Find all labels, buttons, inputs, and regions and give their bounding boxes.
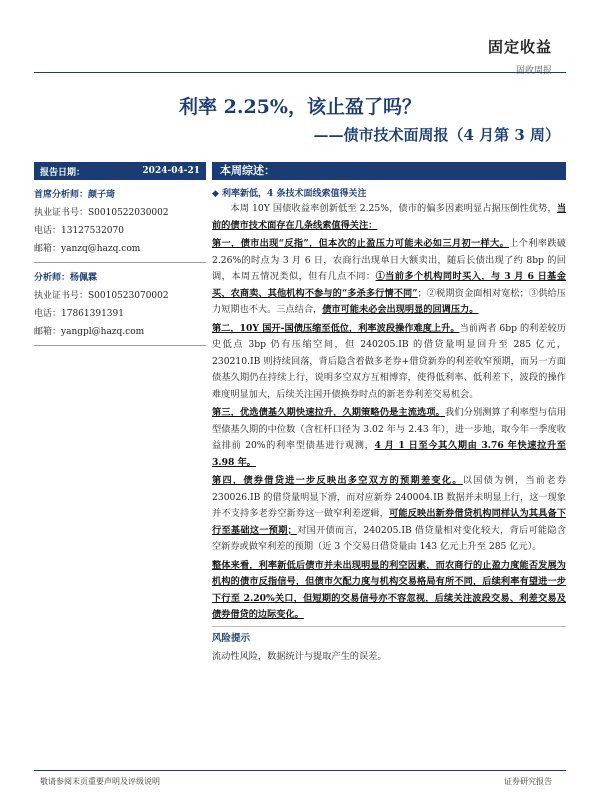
analyst-email: 邮箱：yangpl@hazq.com xyxy=(34,327,145,337)
intro-emphasis: 当前的债市技术面存在几条线索值得关注： xyxy=(212,203,566,231)
point-four-text-2: 对国开债而言，240205.IB 借贷量相对变化较大，背后可能隐含空新券或做窄利差的预期（近 3 个交易日借贷量由 143 亿元上升至 285 亿元）。 xyxy=(212,524,567,552)
point-one-emphasis: ①当前多个机构同时买入，与 3 月 6 日基金买、农商卖、其他机构不参与的“多杀多行情不同” xyxy=(212,271,566,299)
report-title: 利率 2.25%，该止盈了吗？ xyxy=(179,96,421,118)
risk-title: 风险提示 xyxy=(212,626,566,644)
analyst-cert: 执业证书号：S0010523070002 xyxy=(34,291,169,301)
point-one-text: 上个利率跌破 2.26%的时点为 3 月 6 日，农商行出现单日大额卖出，随后长债出现了约 8bp 的回调，本周五情况类似，但有几点不同： xyxy=(212,238,566,282)
summary-bullet: ◆ 利率新低，4 条技术面线索值得关注 xyxy=(212,189,367,199)
analyst-phone: 电话：13127532070 xyxy=(34,226,124,236)
report-header xyxy=(488,36,552,76)
report-subtitle: ——债市技术面周报（4 月第 3 周） xyxy=(313,126,560,144)
report-date-value: 2024-04-21 xyxy=(142,166,200,176)
point-one-heading: 第一，债市出现“反指”，但本次的止盈压力可能未必如三月初一样大。 xyxy=(212,238,510,249)
header-divider xyxy=(34,72,566,73)
point-four-paragraph xyxy=(212,473,566,556)
point-one-text-2: ；②税期资金面相对宽松；③供给压力短期也不大。三点结合， xyxy=(212,287,566,315)
intro-text: 本周 10Y 国债收益率创新低至 2.25%，债市的偏多因素明显占据压倒性优势， xyxy=(230,203,557,214)
conclusion-paragraph: 整体来看，利率新低后债市并未出现明显的利空因素，而农商行的止盈力度能否发展为机构的债市反指信号，但债市欠配力度与机构交易格局有所不同，后续利率有望进一步下行至 2.20%关口，但短期的交易信号亦不容忽视，后续关注波段交易、利差交易及债券借贷的边际变化。 xyxy=(212,559,566,620)
point-three-emphasis: 4 月 1 日至今其久期由 3.76 年快速拉升至 3.98 年。 xyxy=(212,440,566,468)
main-content xyxy=(212,162,566,662)
sidebar xyxy=(34,162,206,346)
section-title: 本周综述： xyxy=(212,162,566,180)
point-one-paragraph xyxy=(212,236,566,319)
analyst-block xyxy=(34,187,206,254)
point-two-paragraph xyxy=(212,321,566,404)
point-four-emphasis: 可能反映出新券借贷机构同样认为其具备下行至基础这一预期； xyxy=(212,508,567,536)
point-four-text: 以国债为例，当前老券 230026.IB 的借贷量明显下滑，而对应新券 240004.IB 数据并未明显上行，这一现象并不支持多老券空新券这一做窄利差逻辑， xyxy=(212,475,567,519)
report-category: 固定收益 xyxy=(487,38,552,56)
analyst-title: 分析师：杨佩霖 xyxy=(34,273,98,283)
report-subcategory: 固收周报 xyxy=(515,66,552,76)
point-three-text: 我们分别测算了利率型与信用型债基久期的中位数（含杠杆口径为 3.02 年与 2.43 年），进一步地，取今年一季度收益排前 20%的利率型债基进行观测， xyxy=(212,407,567,451)
analyst-title: 首席分析师：颜子琦 xyxy=(34,190,116,200)
analyst-block xyxy=(34,270,206,337)
footer-disclaimer: 敬请参阅末页重要声明及评级说明 xyxy=(40,777,160,786)
point-two-heading: 第二，10Y 国开-国债压缩至低位，利率波段操作难度上升。 xyxy=(212,322,460,334)
point-three-heading: 第三，优选债基久期快速拉升，久期策略仍是主流选项。 xyxy=(212,407,445,418)
analyst-cert: 执业证书号：S0010522030002 xyxy=(34,208,169,218)
point-one-conclusion: 债市可能未必会出现明显的回调压力。 xyxy=(322,304,479,315)
analyst-divider xyxy=(34,262,206,263)
footer-label: 证券研究报告 xyxy=(504,777,552,786)
intro-paragraph xyxy=(212,201,566,234)
point-three-paragraph xyxy=(212,405,566,471)
analyst-divider xyxy=(34,345,206,346)
point-four-heading: 第四，债券借贷进一步反映出多空双方的预期差变化。 xyxy=(212,475,463,486)
risk-text: 流动性风险，数据统计与提取产生的误差。 xyxy=(212,650,387,662)
point-two-text: 当前两者 6bp 的利差较历史低点 3bp 仍有压缩空间，但 240205.IB 的借贷量明显回升至 285 亿元，230210.IB 则持续回落，背后隐含着做多老券+借贷新券的利差收窄预期，而另一方面债基久期仍在持续上行，说明多空双方互相博弈，使得低利率、低利差下，波段的操作难度明显加大，后续关注国开债换券时点的新老券利差交易机会。 xyxy=(212,322,566,400)
report-date-label: 报告日期： xyxy=(40,167,86,178)
analyst-phone: 电话：17861391391 xyxy=(34,309,124,319)
report-date-bar xyxy=(34,162,206,180)
footer-divider xyxy=(34,770,566,771)
analyst-email: 邮箱：yanzq@hazq.com xyxy=(34,244,141,254)
